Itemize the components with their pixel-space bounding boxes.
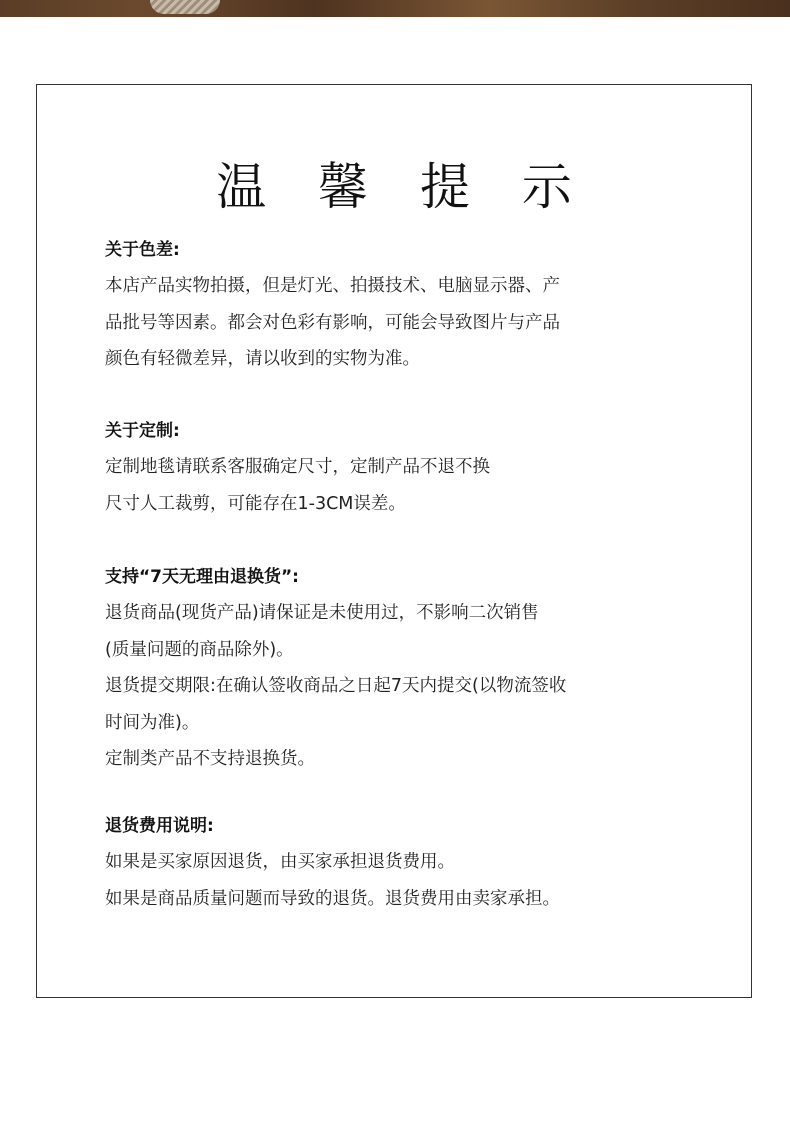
section-line: 定制地毯请联系客服确定尺寸，定制产品不退不换 bbox=[105, 457, 490, 477]
section-heading: 关于色差: bbox=[105, 240, 180, 260]
section-line: 品批号等因素。都会对色彩有影响，可能会导致图片与产品 bbox=[105, 312, 560, 333]
section-heading: 关于定制: bbox=[105, 421, 180, 441]
notice-title: 温 馨 提 示 bbox=[216, 158, 590, 216]
product-photo-fragment bbox=[150, 0, 220, 14]
section-line: 时间为准)。 bbox=[105, 712, 200, 733]
section-line: 如果是买家原因退货，由买家承担退货费用。 bbox=[105, 852, 455, 872]
section-line: 尺寸人工裁剪，可能存在1-3CM误差。 bbox=[105, 493, 406, 514]
section-line: (质量问题的商品除外)。 bbox=[105, 639, 294, 660]
section-line: 颜色有轻微差异，请以收到的实物为准。 bbox=[105, 349, 420, 369]
section-line: 定制类产品不支持退换货。 bbox=[105, 749, 315, 769]
section-line: 退货提交期限:在确认签收商品之日起7天内提交(以物流签收 bbox=[105, 676, 567, 696]
section-seven-day-return bbox=[105, 559, 705, 778]
notice-box bbox=[36, 84, 752, 998]
section-line: 如果是商品质量问题而导致的退货。退货费用由卖家承担。 bbox=[105, 888, 560, 909]
section-return-fee bbox=[105, 808, 705, 917]
section-heading: 支持“7天无理由退换货”: bbox=[105, 567, 299, 587]
section-color-difference bbox=[105, 232, 705, 378]
section-line: 本店产品实物拍摄，但是灯光、拍摄技术、电脑显示器、产 bbox=[105, 276, 560, 296]
section-line: 退货商品(现货产品)请保证是未使用过，不影响二次销售 bbox=[105, 603, 539, 623]
section-customization bbox=[105, 413, 705, 522]
section-heading: 退货费用说明: bbox=[105, 816, 214, 836]
top-photo-strip bbox=[0, 0, 790, 17]
